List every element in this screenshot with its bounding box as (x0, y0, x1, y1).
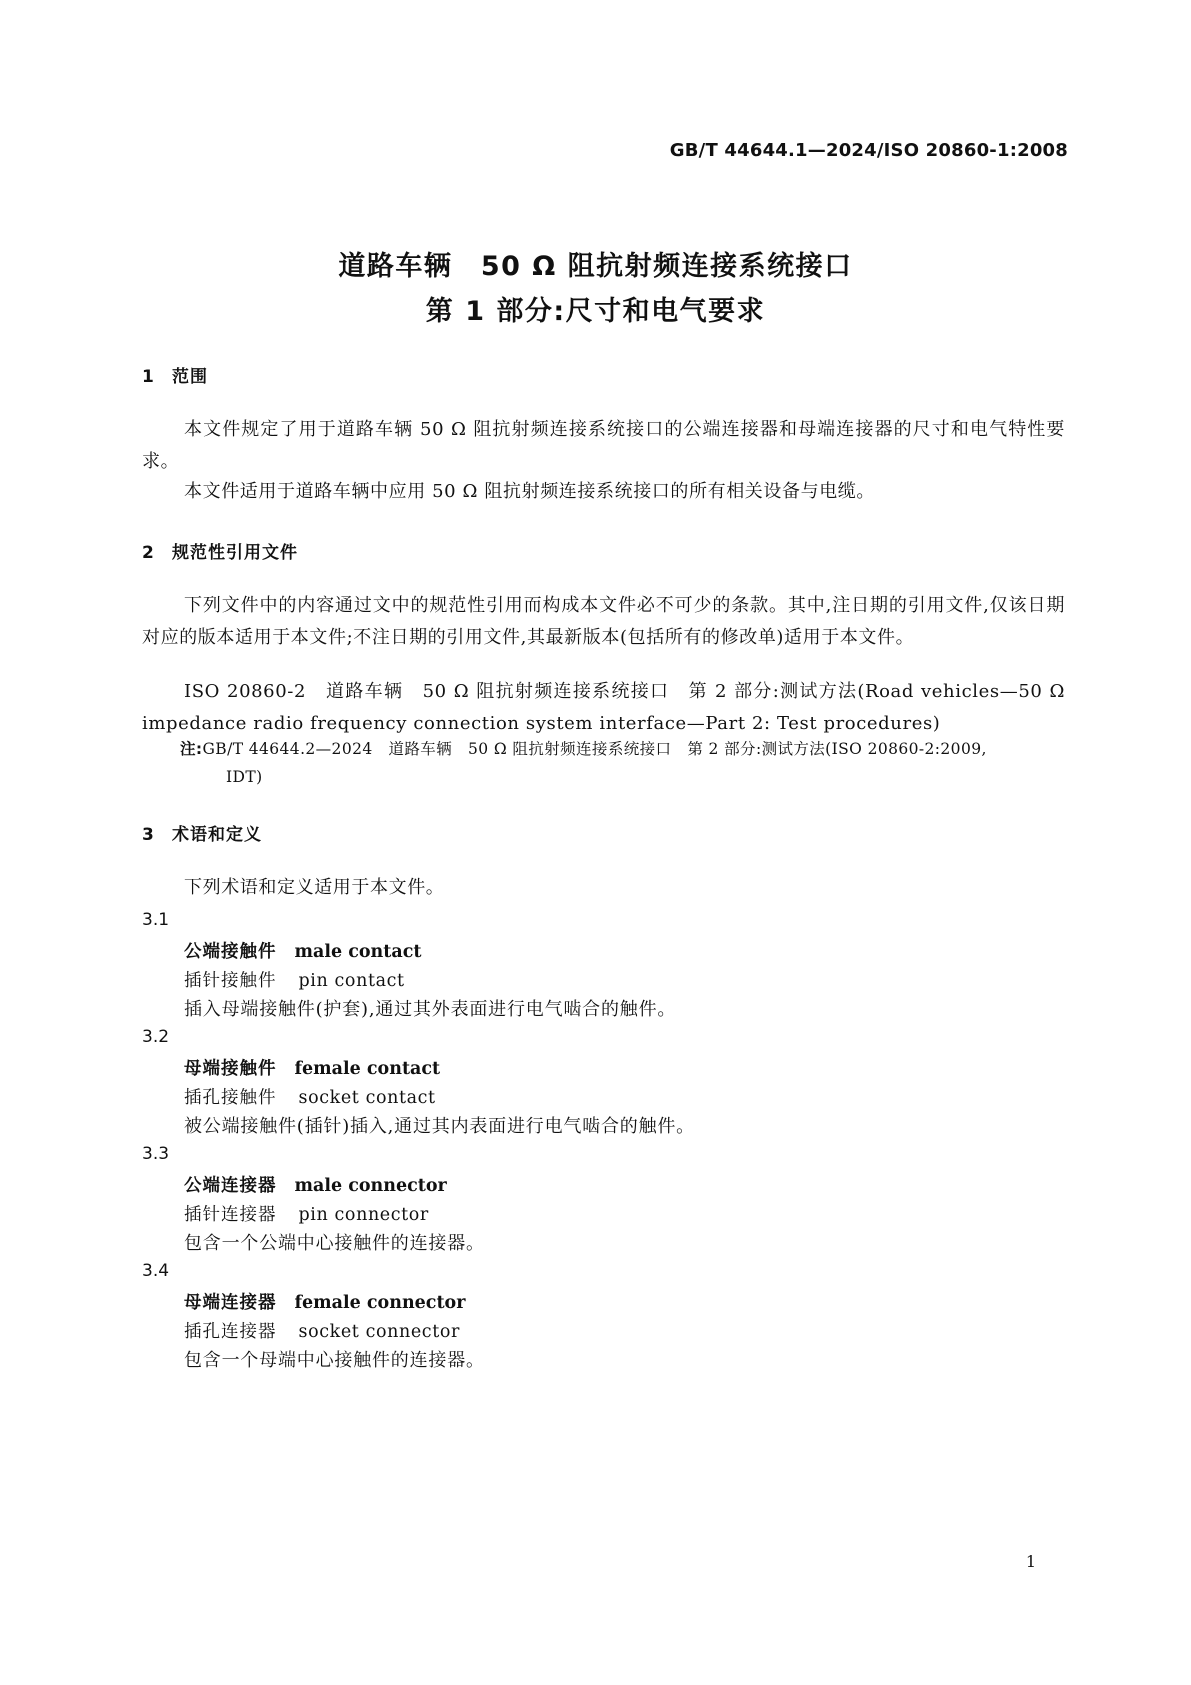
term-entry (184, 1055, 440, 1080)
note-text: GB/T 44644.2—2024 道路车辆 50 Ω 阻抗射频连接系统接口 第 2 部分:测试方法(ISO 20860-2:2009, (202, 740, 987, 758)
synonym-zh: 插针连接器 (184, 1205, 277, 1225)
term-definition: 插入母端接触件(护套),通过其外表面进行电气啮合的触件。 (184, 999, 677, 1020)
term-zh: 公端连接器 (184, 1176, 277, 1196)
synonym-en: socket contact (298, 1088, 436, 1108)
term-entry (184, 938, 421, 963)
section-2-number: 2 (142, 543, 155, 563)
section-1-paragraph-2: 本文件适用于道路车辆中应用 50 Ω 阻抗射频连接系统接口的所有相关设备与电缆。 (184, 481, 875, 502)
term-synonym (184, 1084, 436, 1109)
synonym-zh: 插孔连接器 (184, 1322, 277, 1342)
term-synonym (184, 1201, 429, 1226)
term-zh: 母端接触件 (184, 1059, 277, 1079)
section-3-intro: 下列术语和定义适用于本文件。 (184, 877, 445, 898)
synonym-en: pin contact (298, 971, 405, 991)
synonym-en: pin connector (298, 1205, 429, 1225)
term-zh: 母端连接器 (184, 1293, 277, 1313)
standard-number: GB/T 44644.1—2024/ISO 20860-1:2008 (669, 140, 1068, 161)
section-1-number: 1 (142, 367, 155, 387)
term-en: male connector (294, 1176, 447, 1196)
reference-note (180, 735, 1065, 791)
term-entry (184, 1289, 465, 1314)
term-synonym (184, 1318, 460, 1343)
section-1-heading (142, 362, 208, 387)
note-label: 注: (180, 740, 203, 758)
section-2-title: 规范性引用文件 (172, 543, 298, 563)
synonym-zh: 插针接触件 (184, 971, 277, 991)
section-3-title: 术语和定义 (172, 825, 262, 845)
term-clause-number: 3.4 (142, 1261, 170, 1281)
term-en: female contact (294, 1059, 441, 1079)
section-1-title: 范围 (172, 367, 208, 387)
term-synonym (184, 967, 405, 992)
term-en: male contact (294, 942, 422, 962)
term-clause-number: 3.3 (142, 1144, 170, 1164)
section-3-heading (142, 820, 262, 845)
document-title (0, 244, 1191, 334)
synonym-zh: 插孔接触件 (184, 1088, 277, 1108)
title-line-1: 道路车辆 50 Ω 阻抗射频连接系统接口 (338, 251, 853, 282)
term-definition: 包含一个母端中心接触件的连接器。 (184, 1350, 485, 1371)
term-zh: 公端接触件 (184, 942, 277, 962)
term-definition: 包含一个公端中心接触件的连接器。 (184, 1233, 485, 1254)
term-definition: 被公端接触件(插针)插入,通过其内表面进行电气啮合的触件。 (184, 1116, 695, 1137)
note-continuation: IDT) (226, 768, 263, 786)
page-number: 1 (1025, 1552, 1036, 1571)
section-1-paragraph-1: 本文件规定了用于道路车辆 50 Ω 阻抗射频连接系统接口的公端连接器和母端连接器的尺寸和电气特性要求。 (142, 419, 1065, 472)
term-clause-number: 3.1 (142, 910, 170, 930)
normative-reference: ISO 20860-2 道路车辆 50 Ω 阻抗射频连接系统接口 第 2 部分:测试方法(Road vehicles—50 Ω impedance radio frequency connection system interface—Part 2: Test procedures) (142, 681, 1065, 734)
term-en: female connector (294, 1293, 466, 1313)
term-entry (184, 1172, 447, 1197)
synonym-en: socket connector (298, 1322, 460, 1342)
section-2-heading (142, 538, 298, 563)
term-clause-number: 3.2 (142, 1027, 170, 1047)
title-line-2: 第 1 部分:尺寸和电气要求 (425, 296, 766, 327)
section-2-paragraph-1: 下列文件中的内容通过文中的规范性引用而构成本文件必不可少的条款。其中,注日期的引用文件,仅该日期对应的版本适用于本文件;不注日期的引用文件,其最新版本(包括所有的修改单)适用于本文件。 (142, 595, 1065, 648)
section-3-number: 3 (142, 825, 155, 845)
